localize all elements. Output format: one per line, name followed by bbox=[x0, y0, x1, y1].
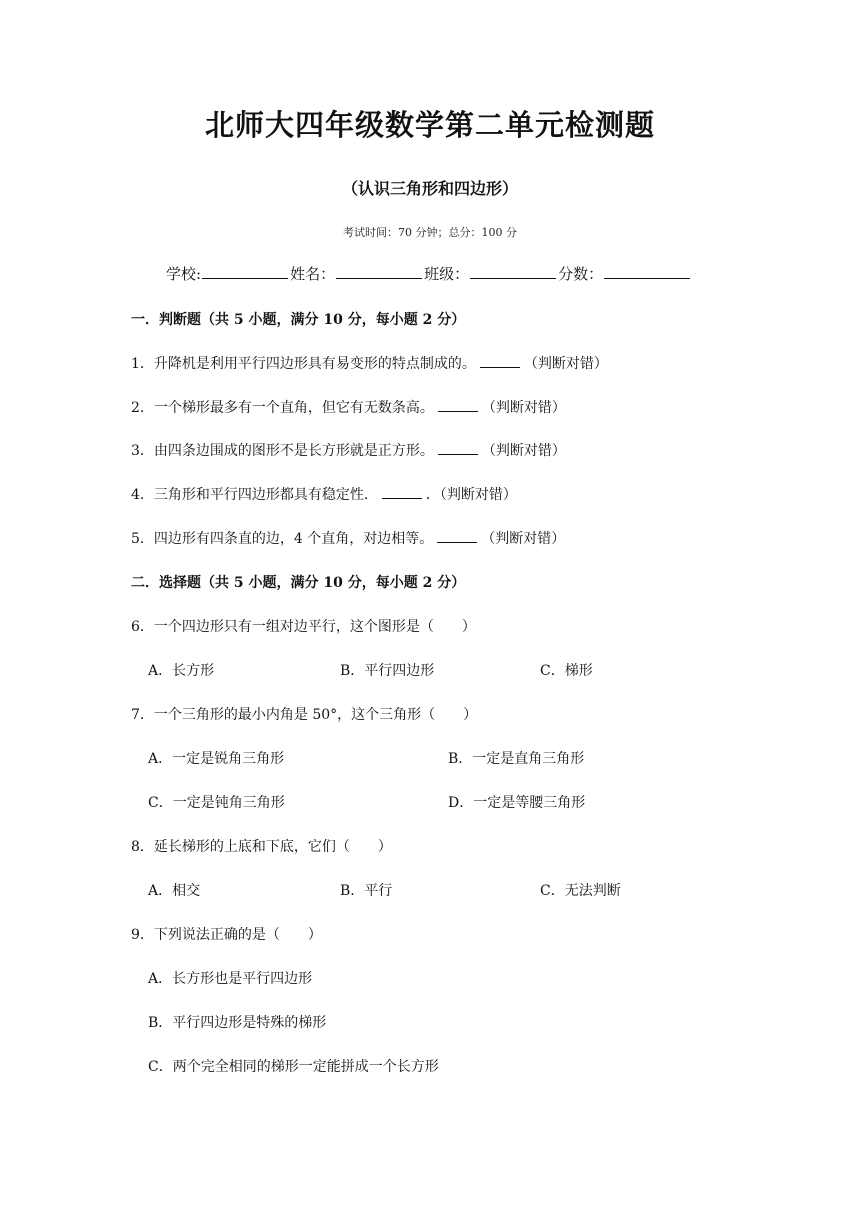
question-1 bbox=[131, 353, 608, 373]
score-label: 分数： bbox=[558, 265, 604, 283]
option-8b[interactable]: B．平行 bbox=[340, 883, 393, 899]
question-6: 6．一个四边形只有一组对边平行，这个图形是（ ） bbox=[131, 619, 476, 635]
option-7c[interactable]: C．一定是钝角三角形 bbox=[148, 795, 285, 811]
question-text: 5．四边形有四条直的边，4 个直角，对边相等。 bbox=[131, 531, 434, 547]
exam-meta: 考试时间：70 分钟；总分：100 分 bbox=[343, 226, 517, 239]
name-label: 姓名： bbox=[290, 265, 336, 283]
option-6a[interactable]: A．长方形 bbox=[148, 663, 215, 679]
school-blank[interactable] bbox=[202, 263, 288, 279]
section-heading-judgment: 一．判断题（共 5 小题，满分 10 分，每小题 2 分） bbox=[131, 312, 466, 328]
question-suffix: ．（判断对错） bbox=[425, 487, 517, 503]
option-9c[interactable]: C．两个完全相同的梯形一定能拼成一个长方形 bbox=[148, 1059, 439, 1075]
answer-blank[interactable] bbox=[438, 399, 478, 412]
class-label: 班级： bbox=[424, 265, 470, 283]
option-9a[interactable]: A．长方形也是平行四边形 bbox=[148, 971, 313, 987]
question-9: 9．下列说法正确的是（ ） bbox=[131, 927, 322, 943]
option-6b[interactable]: B．平行四边形 bbox=[340, 663, 435, 679]
answer-blank[interactable] bbox=[437, 530, 477, 543]
answer-blank[interactable] bbox=[480, 355, 520, 368]
question-3 bbox=[131, 440, 566, 460]
school-label: 学校: bbox=[166, 265, 202, 283]
question-suffix: （判断对错） bbox=[481, 400, 566, 416]
page-subtitle: （认识三角形和四边形） bbox=[341, 179, 518, 198]
answer-blank[interactable] bbox=[438, 442, 478, 455]
name-blank[interactable] bbox=[336, 263, 422, 279]
question-5 bbox=[131, 528, 565, 548]
question-4 bbox=[131, 484, 517, 504]
question-2 bbox=[131, 397, 566, 417]
student-info-fields bbox=[166, 263, 692, 284]
question-suffix: （判断对错） bbox=[481, 443, 566, 459]
option-7b[interactable]: B．一定是直角三角形 bbox=[448, 751, 585, 767]
question-text: 3．由四条边围成的图形不是长方形就是正方形。 bbox=[131, 443, 434, 459]
class-blank[interactable] bbox=[470, 263, 556, 279]
answer-blank[interactable] bbox=[382, 486, 422, 499]
section-heading-choice: 二．选择题（共 5 小题，满分 10 分，每小题 2 分） bbox=[131, 575, 466, 591]
option-7d[interactable]: D．一定是等腰三角形 bbox=[448, 795, 586, 811]
option-8c[interactable]: C．无法判断 bbox=[540, 883, 621, 899]
score-blank[interactable] bbox=[604, 263, 690, 279]
question-suffix: （判断对错） bbox=[481, 531, 566, 547]
question-text: 4．三角形和平行四边形都具有稳定性． bbox=[131, 487, 378, 503]
question-suffix: （判断对错） bbox=[523, 356, 608, 372]
option-8a[interactable]: A．相交 bbox=[148, 883, 201, 899]
question-7: 7．一个三角形的最小内角是 50°，这个三角形（ ） bbox=[131, 707, 478, 723]
option-7a[interactable]: A．一定是锐角三角形 bbox=[148, 751, 285, 767]
question-text: 1．升降机是利用平行四边形具有易变形的特点制成的。 bbox=[131, 356, 476, 372]
question-text: 2．一个梯形最多有一个直角，但它有无数条高。 bbox=[131, 400, 434, 416]
question-8: 8．延长梯形的上底和下底，它们（ ） bbox=[131, 839, 392, 855]
page-title: 北师大四年级数学第二单元检测题 bbox=[204, 108, 655, 142]
option-6c[interactable]: C．梯形 bbox=[540, 663, 593, 679]
option-9b[interactable]: B．平行四边形是特殊的梯形 bbox=[148, 1015, 327, 1031]
